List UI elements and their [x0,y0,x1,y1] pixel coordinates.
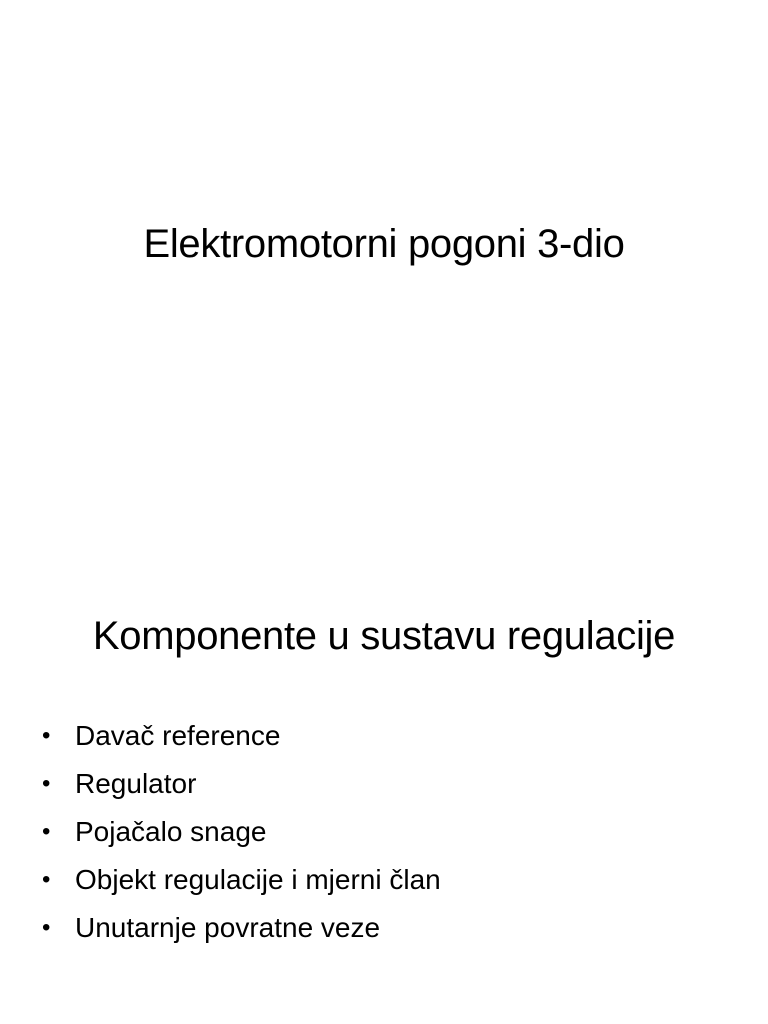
bullet-icon: • [42,818,51,845]
presentation-title: Elektromotorni pogoni 3-dio [143,222,625,266]
list-item-text: Pojačalo snage [75,816,267,847]
bullet-icon: • [42,722,51,749]
list-item [42,861,441,909]
slide-components [0,512,768,1024]
list-item [42,813,441,861]
slide-heading: Komponente u sustavu regulacije [92,614,676,658]
bullet-icon: • [42,866,51,893]
bullet-list [42,717,441,957]
bullet-icon: • [42,770,51,797]
list-item [42,765,441,813]
list-item-text: Objekt regulacije i mjerni član [75,864,441,895]
list-item [42,717,441,765]
list-item-text: Regulator [75,768,197,799]
list-item-text: Unutarnje povratne veze [75,912,381,943]
list-item [42,909,441,957]
list-item-text: Davač reference [75,720,281,751]
bullet-icon: • [42,914,51,941]
